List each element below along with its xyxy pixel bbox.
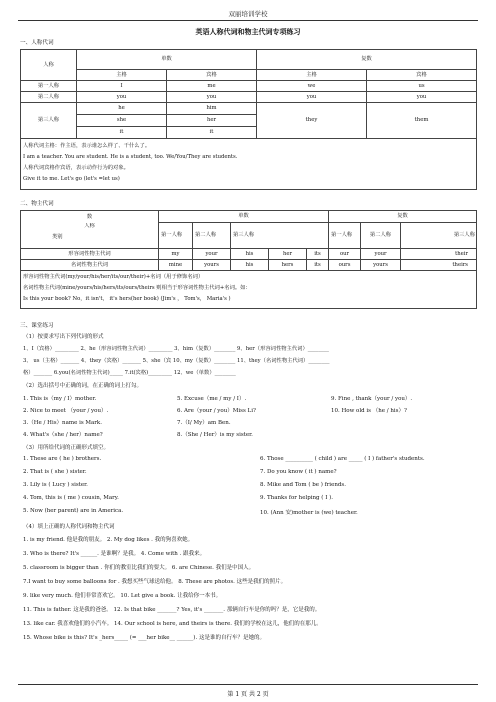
- exercise-item: 5. Excuse（me / my / I）.: [177, 396, 247, 402]
- exercise-item: 9. Fine , thank（your / you）.: [331, 396, 413, 402]
- header-first-person: 第一人称: [159, 223, 193, 249]
- exercise-item: 5. Now (her parent) are in America.: [23, 508, 124, 514]
- table-cell: it: [77, 127, 167, 139]
- table-cell: yours: [361, 260, 401, 271]
- exercise-item: 8. Mike and Tom ( be ) friends.: [260, 482, 346, 488]
- note-line: 形容词性物主代词(my/your/his/her/its/our/their)+名词（用于修饰名词）: [23, 274, 204, 280]
- header-object: 宾格: [167, 70, 257, 81]
- row-label: 第二人称: [21, 92, 77, 103]
- header-singular: 单数: [77, 50, 257, 70]
- possessive-pronoun-notes: [21, 271, 477, 309]
- header-third-person: 第三人称: [231, 223, 329, 249]
- row-label: 名词性物主代词: [21, 260, 159, 271]
- section-heading-personal-pronouns: 一、人称代词: [20, 40, 54, 46]
- table-cell: we: [257, 81, 367, 92]
- footer-rule: [18, 684, 478, 685]
- exercise-item: 9. like very much. 他们非常喜欢它。 10. Let give a book. 让我给你一本书。: [23, 593, 222, 599]
- exercise-item: 1. These are ( he ) brothers.: [23, 456, 102, 462]
- table-cell: he: [77, 103, 167, 115]
- exercise-item: 2. That is ( she ) sister.: [23, 469, 87, 475]
- table-cell: his: [231, 260, 269, 271]
- note-line: 名词性物主代词(mine/yours/his/hers/its/ours/theirs 则相当于形容词性物主代词+名词。如：: [23, 285, 251, 291]
- table-cell: you: [367, 92, 477, 103]
- exercise-item: 4. Tom, this is ( me ) cousin, Mary.: [23, 495, 119, 501]
- exercise-item: 3. Who is there? It's ______. 是谁啊？是我。 4. Come with . 跟我来。: [23, 551, 206, 557]
- exercise-item: 8.（She / Her）is my sister.: [177, 432, 253, 438]
- table-cell: their: [401, 249, 477, 260]
- header-person: 人称: [21, 50, 77, 81]
- exercise-item: 2. Nice to meet （your / you）.: [23, 408, 109, 414]
- row-label: 形容词性物主代词: [21, 249, 159, 260]
- table-cell: I: [77, 81, 167, 92]
- table-cell: us: [367, 81, 477, 92]
- table-cell: hers: [269, 260, 307, 271]
- exercise-item: 15. Whose bike is this? It's _hers_____ (= ___her bike__ ______). 这是谁的自行车？是她的。: [23, 635, 265, 641]
- table-cell: yours: [193, 260, 231, 271]
- exercise-item: 1. is my friend. 他是我的朋友。 2. My dog likes . 我的狗喜欢她。: [23, 537, 194, 543]
- exercise-item: 10. (Ann 安)mother is (we) teacher.: [260, 510, 358, 516]
- personal-pronoun-notes: [21, 139, 477, 190]
- header-subject: 主格: [77, 70, 167, 81]
- table-cell: my: [159, 249, 193, 260]
- table-cell: him: [167, 103, 257, 115]
- exercise-item: 6. Those __________ ( child ) are _____ ( I ) father's students.: [260, 456, 425, 462]
- note-line: 人称代词主格：作主语，表示谁怎么样了、干什么了。: [23, 143, 151, 149]
- header-singular: 单数: [159, 211, 329, 223]
- header-number: 数: [21, 211, 159, 223]
- exercise-item: 3.（He / His）name is Mark.: [23, 420, 103, 426]
- part2-heading: （2）选出括号中正确的词，在正确的词上打勾。: [23, 383, 143, 389]
- table-cell: her: [167, 115, 257, 127]
- exercise-item: 10. How old is （he / his）?: [331, 408, 407, 414]
- table-cell: them: [367, 103, 477, 139]
- table-cell: her: [269, 249, 307, 260]
- possessive-pronoun-table: [20, 210, 477, 309]
- exercise-item: 6. Are（your / you）Miss Li?: [177, 408, 256, 414]
- note-line: I am a teacher. You are student. He is a student, too. We/You/They are students.: [23, 154, 238, 160]
- exercise-item: 1. This is（my / I）mother.: [23, 396, 97, 402]
- exercise-item: 7.I want to buy some balloons for . 我想买些气球送给他。 8. These are photos. 这些是我们的照片。: [23, 579, 287, 585]
- table-cell: its: [307, 260, 329, 271]
- table-cell: you: [257, 92, 367, 103]
- exercise-item: 4. What's（she / her）name?: [23, 432, 103, 438]
- table-cell: ours: [329, 260, 361, 271]
- note-line: 人称代词宾格作宾语，表示动作行为的对象。: [23, 165, 129, 171]
- header-third-person-plural: 第三人称: [401, 223, 477, 249]
- page-header: 双丽培训学校: [228, 10, 268, 18]
- header-object-plural: 宾格: [367, 70, 477, 81]
- exercise-item: 11. This is father. 这是我的爸爸。 12. Is that bike _______? Yes, it's _______. 那辆自行车是你的吗？是，它是我的。: [23, 607, 321, 613]
- exercise-item: 7. Do you know ( it ) name?: [260, 469, 337, 475]
- personal-pronoun-table: [20, 49, 477, 190]
- table-cell: mine: [159, 260, 193, 271]
- header-rule: [18, 20, 478, 21]
- table-cell: theirs: [401, 260, 477, 271]
- exercise-item: 7.（I/ My）am Ben.: [177, 420, 231, 426]
- header-subject-plural: 主格: [257, 70, 367, 81]
- table-cell: its: [307, 249, 329, 260]
- table-cell: it: [167, 127, 257, 139]
- header-category: 类别: [52, 233, 63, 240]
- header-plural: 复数: [257, 50, 477, 70]
- table-cell: she: [77, 115, 167, 127]
- table-cell: you: [77, 92, 167, 103]
- exercise-item: 13. like car. 我喜欢他们的小汽车。 14. Our school is here, and theirs is there. 我们的学校在这儿，他们的在那儿。: [23, 621, 322, 627]
- note-line: Give it to me. Let's go (let's =let us): [23, 176, 120, 182]
- section-heading-possessive-pronouns: 二、物主代词: [20, 201, 54, 207]
- exercise-item: 9. Thanks for helping ( I ).: [260, 495, 334, 501]
- document-title: 英语人称代词和物主代词专项练习: [195, 27, 301, 36]
- note-line: Is this your book? No，it isn't， it's hers(her book) (Jim's ， Tom's， Maria's ): [23, 296, 231, 302]
- part3-heading: （3）用所给代词的正确形式填空。: [23, 445, 110, 451]
- section-heading-exercises: 三、课堂练习: [20, 323, 54, 329]
- part1-line: 3、 us（主格）_______ 4、they（宾格）_______ 5、she（宾 10、my（复数）________ 11、they（名词性物主代词）________: [23, 358, 330, 364]
- table-cell: his: [231, 249, 269, 260]
- table-cell: me: [167, 81, 257, 92]
- part4-heading: （4）填上正确的人称代词和物主代词: [23, 524, 115, 530]
- part1-heading: （1）按要求写出下列代词的形式: [23, 334, 104, 340]
- header-person-category: [21, 223, 159, 249]
- row-label: 第一人称: [21, 81, 77, 92]
- header-second-person-plural: 第二人称: [361, 223, 401, 249]
- table-cell: our: [329, 249, 361, 260]
- table-cell: you: [167, 92, 257, 103]
- header-first-person-plural: 第一人称: [329, 223, 361, 249]
- part1-line: 格）_______ 6.you(名词性物主代词)_____ 7.it(宾格)_________ 12、we（单数）________: [23, 370, 236, 376]
- row-label: 第三人称: [21, 103, 77, 139]
- exercise-item: 3. Lily is ( Lucy ) sister.: [23, 482, 88, 488]
- table-cell: your: [361, 249, 401, 260]
- header-second-person: 第二人称: [193, 223, 231, 249]
- page-footer: 第 1 页 共 2 页: [227, 691, 269, 698]
- part1-line: 1、I（宾格）_________ 2、he（形容词性物主代词）_________ 3、him（复数）________ 9、her（形容词性物主代词）________: [23, 346, 329, 352]
- exercise-item: 5. classroom is bigger than . 你们的教室比我们的要大。 6. are Chinese. 我们是中国人。: [23, 565, 255, 571]
- table-cell: your: [193, 249, 231, 260]
- header-plural: 复数: [329, 211, 477, 223]
- table-cell: they: [257, 103, 367, 139]
- header-person: 人称: [84, 222, 95, 229]
